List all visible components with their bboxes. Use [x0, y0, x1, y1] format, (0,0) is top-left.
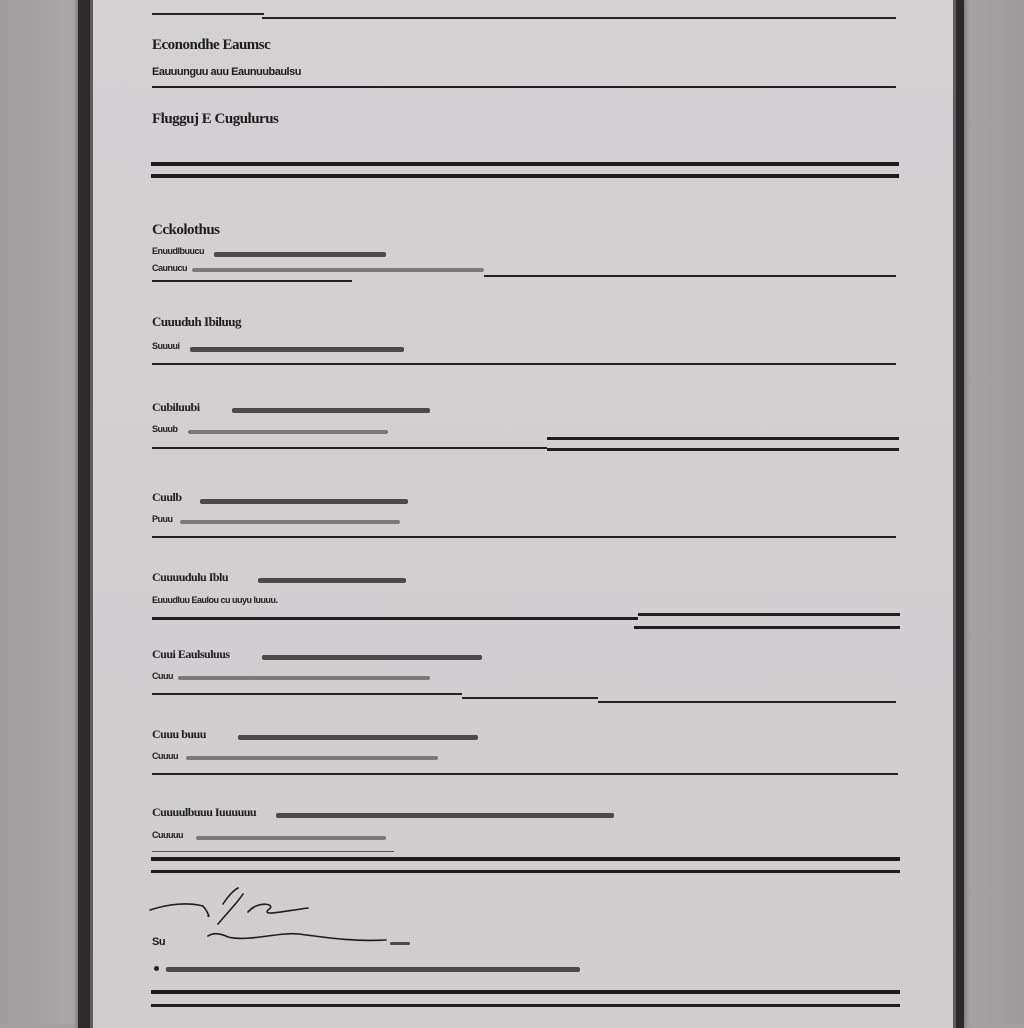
item7-title: Cuuuulbuuu Iuuuuuu [152, 805, 257, 819]
item7-double-rule-top [151, 857, 900, 861]
document-subheading: Flugguj E Cugulurus [152, 111, 279, 127]
item4-rule-right-top [638, 613, 900, 616]
item5-rule-mid [462, 697, 598, 699]
item7-detail [196, 836, 386, 840]
item3-sub: Puuu [152, 514, 173, 524]
item5-detail [178, 676, 430, 680]
top-rule-right [262, 17, 896, 19]
section-rule-short [152, 280, 352, 282]
document-subline: Eauuunguu auu Eaunuubaulsu [152, 66, 301, 78]
item6-detail [186, 756, 438, 760]
document-heading: Econondhe Eaumsc [152, 37, 271, 53]
item4-sub: Euuudluu Eaulou cu uuyu luuuu. [152, 595, 278, 605]
document-page [90, 0, 956, 1028]
item4-title: Cuuuudulu Iblu [152, 570, 229, 584]
section-line-b: Caunucu [152, 263, 188, 273]
item3-detail [180, 520, 400, 524]
item2-rule-right-top [547, 437, 899, 440]
item5-rule-right [598, 701, 896, 703]
signature-label: Su [152, 936, 166, 948]
section-line-b-rest [192, 268, 484, 272]
item5-title: Cuui Eaulsuluus [152, 647, 230, 661]
item2-rule-left [152, 447, 547, 449]
item2-detail [188, 430, 388, 434]
item3-title: Cuulb [152, 490, 182, 504]
item5-sub: Cuuu [152, 671, 173, 681]
item5-rule-left [152, 693, 462, 695]
header-rule [152, 86, 896, 88]
item4-title-rest [258, 578, 406, 583]
double-rule-bottom [151, 174, 899, 178]
footer-bullet [154, 966, 159, 971]
item5-title-rest [262, 655, 482, 660]
item6-rule [152, 773, 898, 775]
signature-scribble [148, 882, 418, 952]
item2-sub: Suuub [152, 424, 178, 434]
section-line-a: Enuudlbuucu [152, 246, 204, 256]
item1-detail [190, 347, 404, 352]
top-rule-left [152, 13, 264, 15]
item2-title-rest [232, 408, 430, 413]
footer-rule-top [151, 990, 900, 994]
item1-rule [152, 363, 896, 365]
item7-title-rest [276, 813, 614, 818]
section-title: Cckolothus [152, 222, 220, 238]
footer-rule-bottom [151, 1004, 900, 1007]
item1-title: Cuuuduh Ibiluug [152, 314, 241, 329]
item4-rule-left [152, 617, 638, 620]
signature-tail [390, 942, 410, 945]
item6-title-rest [238, 735, 478, 740]
item3-rule [152, 536, 896, 538]
item7-sub: Cuuuuu [152, 830, 183, 840]
item3-title-rest [200, 499, 408, 504]
item1-sub: Suuuui [152, 341, 180, 351]
item7-rule-thin [152, 851, 394, 852]
item6-title: Cuuu buuu [152, 727, 206, 741]
item4-rule-right-bottom [634, 626, 900, 629]
item7-double-rule-bottom [151, 870, 900, 873]
footer-line [166, 967, 580, 972]
double-rule-top [151, 162, 899, 166]
item6-sub: Cuuuu [152, 751, 178, 761]
section-rule-long [484, 275, 896, 277]
item2-title: Cubiluubi [152, 400, 200, 414]
section-line-a-rest [214, 252, 386, 257]
item2-rule-right-bottom [547, 448, 899, 451]
